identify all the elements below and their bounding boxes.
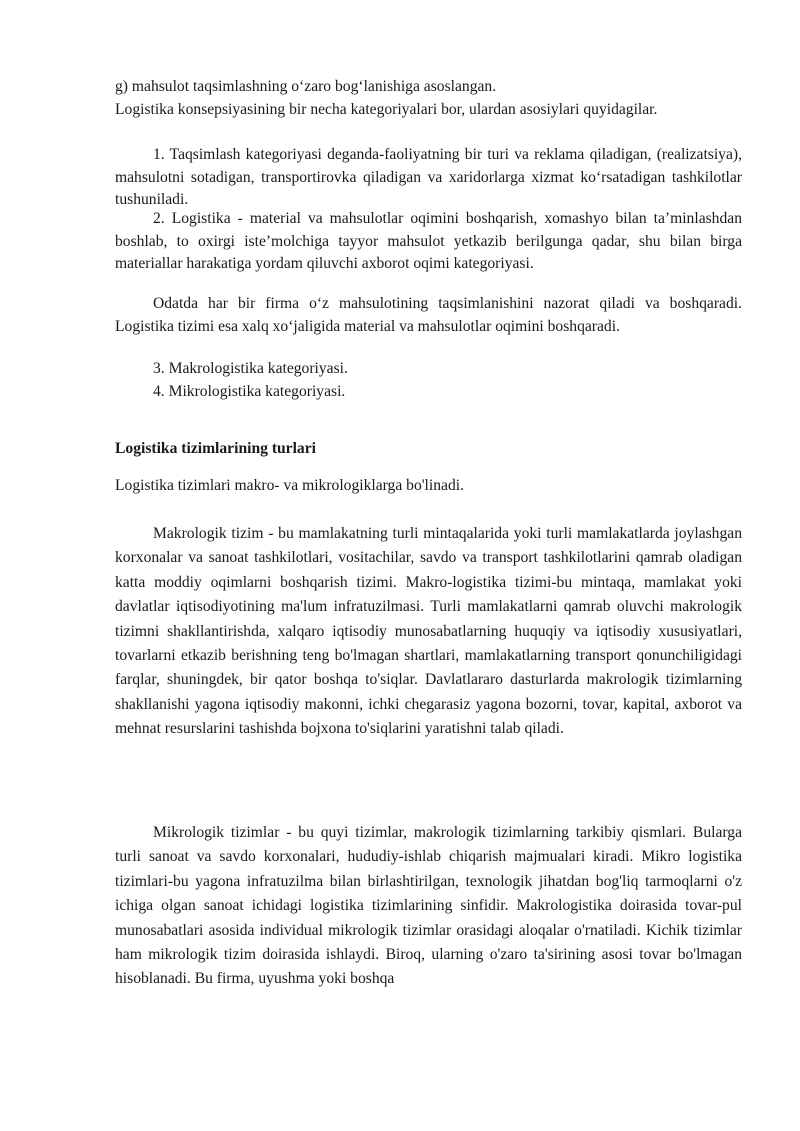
paragraph-makro: Makrologik tizim - bu mamlakatning turli mintaqalarida yoki turli mamlakatlarda joylashgan korxonalar va sanoat tashkilotlari, vositachilar, savdo va transport tashkilotlarini qamrab oladigan katta moddiy oqimlarni boshqarish tizimi. Makro-logistika tizimi-bu mintaqa, mamlakat yoki davlatlar iqtisodiyotining ma'lum infratuzilmasi. Turli mamlakatlarni qamrab oluvchi makrologik tizimni shakllantirishda, xalqaro iqtisodiy munosabatlarning huquqiy va iqtisodiy xususiyatlari, tovarlarni etkazib berishning teng bo'lmagan shartlari, mamlakatlarning transport qonunchiligidagi farqlar, shuningdek, bir qator boshqa to'siqlar. Davlatlararo dasturlarda makrologik tizimlarning shakllanishi yagona iqtisodiy makonni, ichki chegarasiz yagona bozorni, tovar, kapital, axborot va mehnat resurslarini tashishda bojxona to'siqlarini yaratishni talab qiladi. [115, 525, 742, 738]
paragraph-item-2: 2. Logistika - material va mahsulotlar oqimini boshqarish, xomashyo bilan ta’minlashdan boshlab, to oxirgi iste’molchiga tayyor mahsulot yetkazib berilgunga qadar, shu bilan birga materiallar harakatiga yordam qiluvchi axborot oqimi kategoriyasi. [115, 210, 742, 272]
paragraph-mikro: Mikrologik tizimlar - bu quyi tizimlar, makrologik tizimlarning tarkibiy qismlari. Bularga turli sanoat va savdo korxonalari, hududiy-ishlab chiqarish majmualari kiradi. Mikro logistika tizimlari-bu yagona infratuzilma bilan birlashtirilgan, texnologik jihatdan bog'liq tarmoqlarni o'z ichiga olgan sanoat ichidagi logistika tizimlarining sinfidir. Makrologistika doirasida tovar-pul munosabatlari asosida individual mikrologik tizimlar orasidagi aloqalar o'rnatiladi. Kichik tizimlar ham mikrologik tizim doirasida ishlaydi. Biroq, ularning o'zaro ta'sirining asosi tovar bo'lmagan hisoblanadi. Bu firma, uyushma yoki boshqa [115, 824, 742, 988]
paragraph-g: g) mahsulot taqsimlashning o‘zaro bog‘lanishiga asoslangan. [115, 78, 497, 95]
section-heading: Logistika tizimlarining turlari [115, 440, 316, 457]
paragraph-item-3: 3. Makrologistika kategoriyasi. [153, 360, 348, 377]
paragraph-item-1: 1. Taqsimlash kategoriyasi deganda-faoliyatning bir turi va reklama qiladigan, (realizatsiya), mahsulotni sotadigan, transportirovka qiladigan va xaridorlarga xizmat ko‘rsatadigan tashkilotlar tushuniladi. [115, 146, 742, 208]
paragraph-firm: Odatda har bir firma o‘z mahsulotining taqsimlanishini nazorat qiladi va boshqaradi. Logistika tizimi esa xalq xo‘jaligida material va mahsulotlar oqimini boshqaradi. [115, 295, 742, 335]
paragraph-categories-intro: Logistika konsepsiyasining bir necha kategoriyalari bor, ulardan asosiylari quyidagilar. [115, 101, 658, 118]
paragraph-item-4: 4. Mikrologistika kategoriyasi. [153, 383, 346, 400]
section-intro: Logistika tizimlari makro- va mikrologiklarga bo'linadi. [115, 477, 464, 494]
